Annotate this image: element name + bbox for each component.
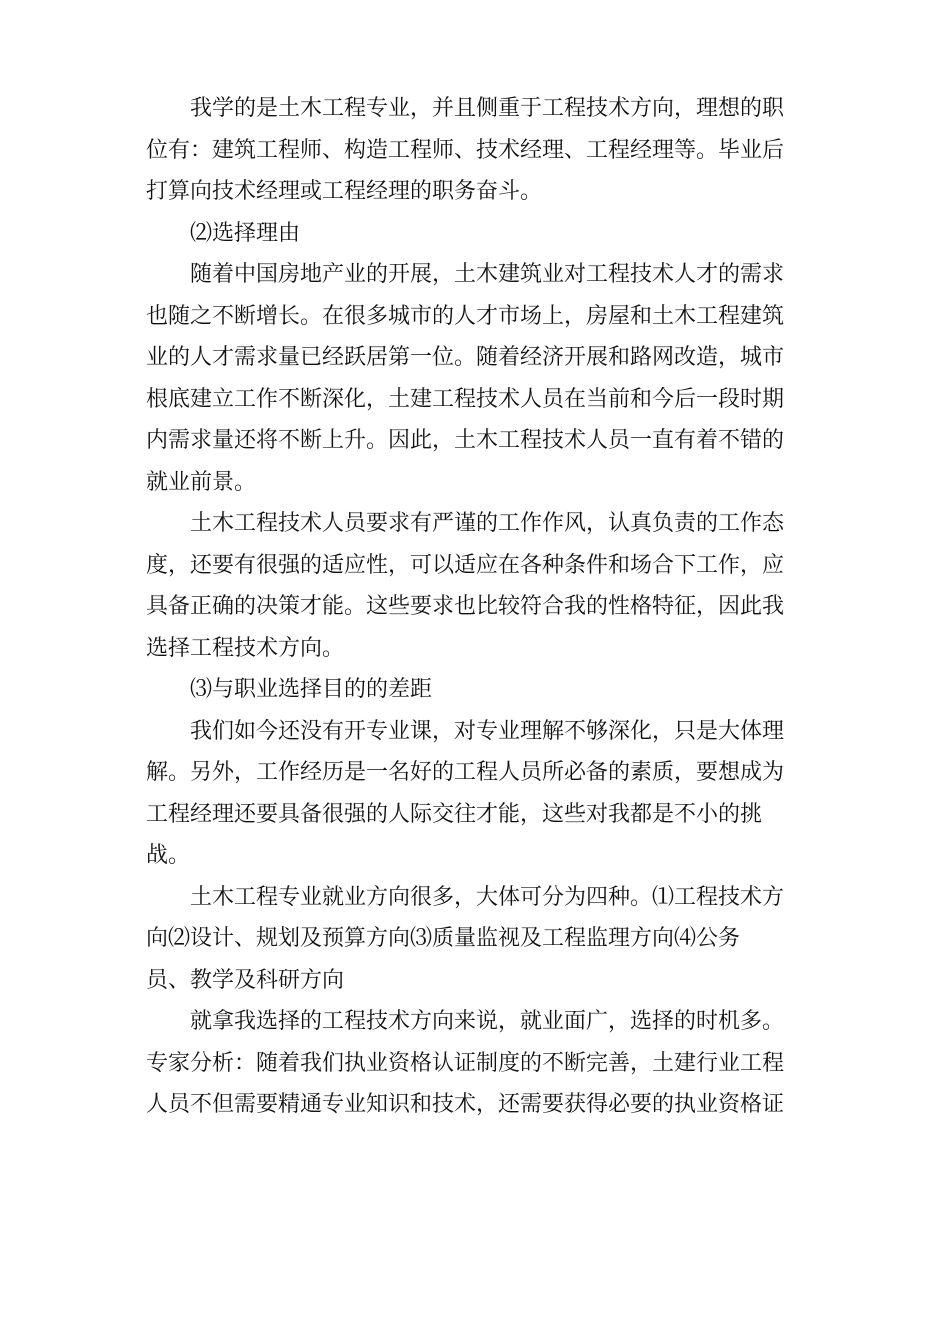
text-line: 具备正确的决策才能。这些要求也比较符合我的性格特征，因此我 — [146, 594, 785, 619]
text-line: 战。 — [146, 843, 191, 868]
text-line: 度，还要有很强的适应性，可以适应在各种条件和场合下工作，应 — [146, 552, 785, 578]
text-line: 根底建立工作不断深化，土建工程技术人员在当前和今后一段时期 — [146, 386, 785, 412]
text-line: 员、教学及科研方向 — [146, 967, 345, 993]
text-line: 就业前景。 — [146, 469, 257, 495]
text-line: 选择工程技术方向。 — [146, 635, 345, 661]
text-line: 土木工程专业就业方向很多，大体可分为四种。⑴工程技术方 — [190, 884, 785, 910]
text-line: 业的人才需求量已经跃居第一位。随着经济开展和路网改造，城市 — [146, 345, 785, 370]
text-line: 就拿我选择的工程技术方向来说，就业面广，选择的时机多。 — [190, 1009, 785, 1034]
text-line: 我学的是土木工程专业，并且侧重于工程技术方向，理想的职 — [190, 96, 785, 121]
text-line: 专家分析：随着我们执业资格认证制度的不断完善，土建行业工程 — [146, 1050, 785, 1076]
text-line: 工程经理还要具备很强的人际交往才能，这些对我都是不小的挑 — [146, 801, 763, 827]
text-line: 打算向技术经理或工程经理的职务奋斗。 — [146, 179, 543, 204]
text-line: 位有：建筑工程师、构造工程师、技术经理、工程经理等。毕业后 — [146, 137, 785, 163]
text-line: 我们如今还没有开专业课，对专业理解不够深化，只是大体理 — [190, 718, 785, 744]
section-heading: ⑶与职业选择目的的差距 — [190, 677, 433, 702]
text-line: 也随之不断增长。在很多城市的人才市场上，房屋和土木工程建筑 — [146, 303, 785, 329]
text-line: 人员不但需要精通专业知识和技术，还需要获得必要的执业资格证 — [146, 1092, 785, 1117]
text-line: 土木工程技术人员要求有严谨的工作作风，认真负责的工作态 — [190, 511, 785, 536]
text-line: 向⑵设计、规划及预算方向⑶质量监视及工程监理方向⑷公务 — [146, 926, 741, 951]
text-line: 内需求量还将不断上升。因此，土木工程技术人员一直有着不错的 — [146, 428, 785, 453]
section-heading: ⑵选择理由 — [190, 220, 301, 246]
text-line: 解。另外，工作经历是一名好的工程人员所必备的素质，要想成为 — [146, 760, 785, 785]
text-line: 随着中国房地产业的开展，土木建筑业对工程技术人才的需求 — [190, 262, 785, 287]
document-body — [146, 88, 816, 1126]
